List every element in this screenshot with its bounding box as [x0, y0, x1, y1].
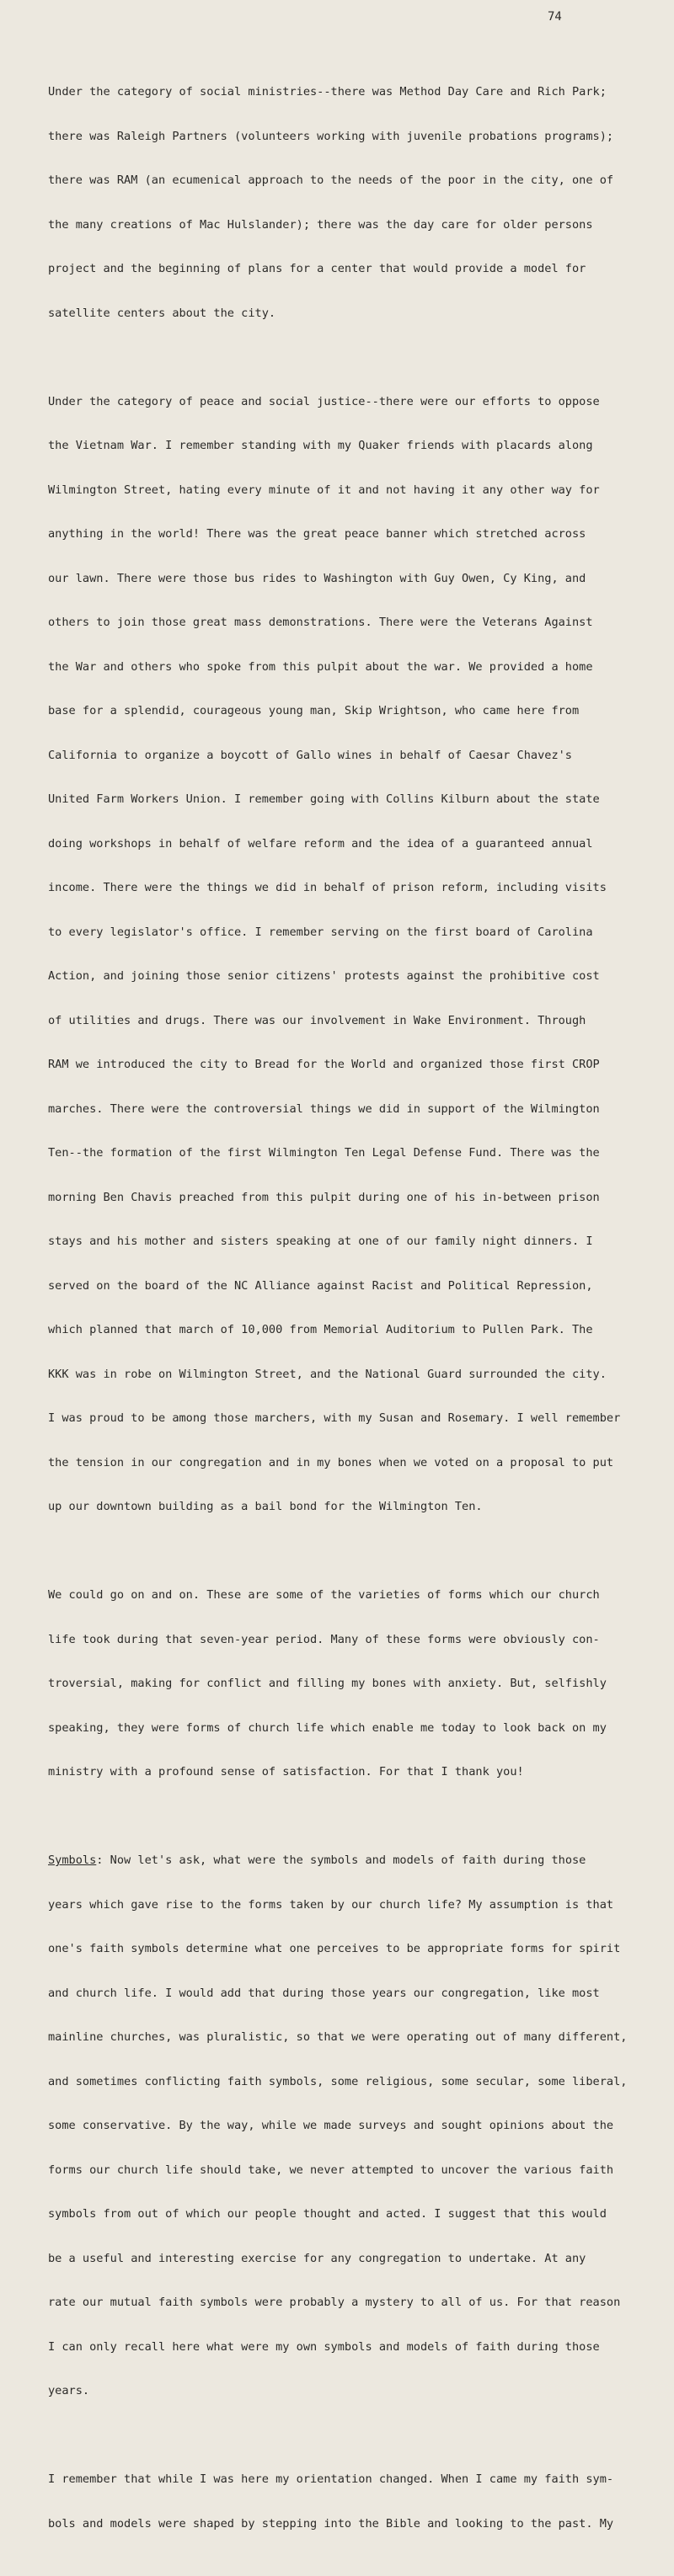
text-line: one's faith symbols determine what one perceives to be appropriate forms for spirit — [48, 1942, 621, 1955]
text-line: be a useful and interesting exercise for any congregation to undertake. At any — [48, 2251, 586, 2265]
text-line: morning Ben Chavis preached from this pulpit during one of his in-between prison — [48, 1190, 600, 1204]
paragraph-symbols — [48, 1824, 648, 2429]
text-line: and church life. I would add that during those years our congregation, like most — [48, 1986, 600, 2000]
text-line: project and the beginning of plans for a center that would provide a model for — [48, 262, 586, 275]
text-line: troversial, making for conflict and filling my bones with anxiety. But, selfishly — [48, 1677, 607, 1690]
text-line: forms our church life should take, we never attempted to uncover the various faith — [48, 2163, 614, 2177]
text-line: satellite centers about the city. — [48, 306, 276, 320]
paragraph-varieties-of-forms — [48, 1559, 648, 1810]
text-line: years which gave rise to the forms taken by our church life? My assumption is that — [48, 1897, 614, 1912]
text-line: served on the board of the NC Alliance against Racist and Political Repression, — [48, 1278, 593, 1293]
text-line: the Vietnam War. I remember standing with my Quaker friends with placards along — [48, 439, 593, 452]
paragraph-social-ministries — [48, 56, 648, 350]
text-line: ministry with a profound sense of satisfaction. For that I thank you! — [48, 1765, 524, 1779]
text-line: there was RAM (an ecumenical approach to the needs of the poor in the city, one of — [48, 173, 614, 187]
text-line: income. There were the things we did in behalf of prison reform, including visits — [48, 881, 607, 894]
text-line: Action, and joining those senior citizens' protests against the prohibitive cost — [48, 969, 600, 983]
text-line: We could go on and on. These are some of the varieties of forms which our church — [48, 1588, 600, 1602]
text-line: Under the category of social ministries--there was Method Day Care and Rich Park; — [48, 85, 607, 99]
text-line — [48, 1853, 648, 1869]
text-line: I remember that while I was here my orientation changed. When I came my faith sym- — [48, 2472, 614, 2486]
text-line: I was proud to be among those marchers, with my Susan and Rosemary. I well remember — [48, 1411, 621, 1425]
text-line: bols and models were shaped by stepping into the Bible and looking to the past. My — [48, 2516, 614, 2531]
text-line: anything in the world! There was the great peace banner which stretched across — [48, 527, 586, 541]
text-line: marches. There were the controversial things we did in support of the Wilmington — [48, 1101, 600, 1116]
text-line: the tension in our congregation and in my bones when we voted on a proposal to put — [48, 1455, 614, 1469]
text-line: life took during that seven-year period. Many of these forms were obviously con- — [48, 1632, 600, 1646]
text-line: Under the category of peace and social justice--there were our efforts to oppose — [48, 394, 600, 408]
text-line: there was Raleigh Partners (volunteers working with juvenile probations programs); — [48, 129, 614, 143]
paragraph-orientation-changed — [48, 2443, 648, 2561]
text-line: speaking, they were forms of church life which enable me today to look back on my — [48, 1720, 607, 1735]
text-line: I can only recall here what were my own symbols and models of faith during those — [48, 2339, 600, 2354]
text-line: rate our mutual faith symbols were probably a mystery to all of us. For that reason — [48, 2296, 621, 2309]
section-heading-symbols: Symbols — [48, 1853, 97, 1867]
text-line: of utilities and drugs. There was our involvement in Wake Environment. Through — [48, 1013, 586, 1027]
text-line: others to join those great mass demonstrations. There were the Veterans Against — [48, 616, 593, 629]
text-line: Wilmington Street, hating every minute of it and not having it any other way for — [48, 483, 600, 497]
text-line: which planned that march of 10,000 from Memorial Auditorium to Pullen Park. The — [48, 1323, 593, 1336]
text-line: RAM we introduced the city to Bread for the World and organized those first CROP — [48, 1058, 600, 1071]
text-line: to every legislator's office. I remember serving on the first board of Carolina — [48, 925, 593, 939]
text-line: doing workshops in behalf of welfare reform and the idea of a guaranteed annual — [48, 836, 593, 851]
text-line: years. — [48, 2384, 90, 2397]
text-line: and sometimes conflicting faith symbols, some religious, some secular, some liberal, — [48, 2074, 628, 2088]
text-line: Ten--the formation of the first Wilmington Ten Legal Defense Fund. There was the — [48, 1146, 600, 1160]
document-body — [48, 56, 648, 2576]
text-line: up our downtown building as a bail bond for the Wilmington Ten. — [48, 1500, 483, 1513]
text-line-rest: : Now let's ask, what were the symbols and models of faith during those — [96, 1853, 586, 1867]
text-line: symbols from out of which our people thought and acted. I suggest that this would — [48, 2207, 607, 2221]
text-line: our lawn. There were those bus rides to Washington with Guy Owen, Cy King, and — [48, 571, 586, 585]
text-line: KKK was in robe on Wilmington Street, and the National Guard surrounded the city. — [48, 1367, 607, 1381]
text-line: base for a splendid, courageous young man, Skip Wrightson, who came here from — [48, 704, 580, 717]
text-line: the many creations of Mac Hulslander); there was the day care for older persons — [48, 217, 593, 232]
text-line: some conservative. By the way, while we made surveys and sought opinions about the — [48, 2119, 614, 2132]
text-line: mainline churches, was pluralistic, so that we were operating out of many different, — [48, 2030, 628, 2044]
paragraph-peace-justice — [48, 365, 648, 1544]
page-number: 74 — [548, 10, 562, 24]
text-line: United Farm Workers Union. I remember going with Collins Kilburn about the state — [48, 792, 600, 806]
text-line: California to organize a boycott of Gallo wines in behalf of Caesar Chavez's — [48, 748, 572, 762]
text-line: the War and others who spoke from this pulpit about the war. We provided a home — [48, 659, 593, 674]
text-line: stays and his mother and sisters speaking at one of our family night dinners. I — [48, 1235, 593, 1248]
